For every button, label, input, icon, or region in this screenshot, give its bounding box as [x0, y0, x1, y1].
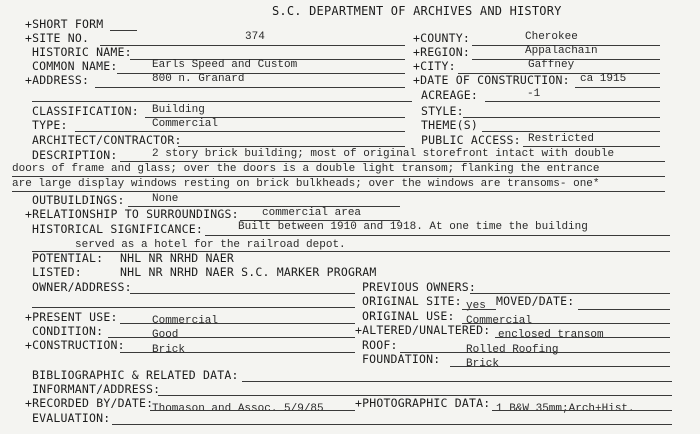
relationship-label: +RELATIONSHIP TO SURROUNDINGS: [25, 207, 239, 221]
altered-value: enclosed transom [498, 329, 604, 341]
recorded-by-label: +RECORDED BY/DATE: [25, 396, 154, 410]
region-value: Appalachain [525, 45, 598, 57]
photographic-data-line [492, 410, 672, 411]
historical-significance-label: HISTORICAL SIGNIFICANCE: [32, 222, 203, 236]
description-rule-3 [12, 191, 665, 192]
description-rule-1 [120, 161, 665, 162]
public-access-line [523, 146, 660, 147]
condition-label: CONDITION: [32, 324, 104, 338]
evaluation-line [112, 424, 672, 425]
potential-label: POTENTIAL: [32, 251, 104, 265]
page-title: S.C. DEPARTMENT OF ARCHIVES AND HISTORY [272, 4, 562, 18]
short-form-field[interactable] [110, 30, 137, 31]
foundation-label: FOUNDATION: [362, 352, 441, 366]
outbuildings-value: None [152, 193, 179, 205]
recorded-by-line [150, 410, 355, 411]
foundation-line [450, 366, 670, 367]
construction-value: Brick [152, 344, 186, 356]
date-construction-line [575, 87, 660, 88]
evaluation-label: EVALUATION: [32, 411, 111, 425]
site-no-line [100, 45, 405, 46]
present-use-label: +PRESENT USE: [25, 310, 118, 324]
original-site-value: yes [466, 300, 486, 312]
site-no-label: +SITE NO. [25, 31, 90, 45]
moved-date-line [578, 309, 670, 310]
address-extra-line [32, 101, 412, 102]
listed-label: LISTED: [32, 265, 82, 279]
significance-line-2: served as a hotel for the railroad depot. [75, 239, 346, 251]
potential-options: NHL NR NRHD NAER [120, 251, 234, 265]
architect-label: ARCHITECT/CONTRACTOR: [32, 133, 182, 147]
photographic-data-label: +PHOTOGRAPHIC DATA: [355, 396, 491, 410]
region-label: +REGION: [413, 45, 470, 59]
informant-label: INFORMANT/ADDRESS: [32, 382, 161, 396]
present-use-value: Commercial [152, 315, 219, 327]
roof-value: Rolled Roofing [466, 344, 559, 356]
themes-line [482, 131, 660, 132]
owner-address-label: OWNER/ADDRESS: [32, 280, 132, 294]
city-label: +CITY: [413, 59, 456, 73]
type-value: Commercial [152, 118, 219, 130]
style-line [463, 117, 660, 118]
common-name-label: COMMON NAME: [32, 59, 118, 73]
owner-address-line [130, 293, 355, 294]
roof-label: ROOF: [362, 338, 398, 352]
description-line-3: are large display windows resting on brick bulkheads; over the windows are transoms- one* [12, 178, 600, 190]
description-line-1: 2 story brick building; most of original storefront intact with double [152, 148, 615, 160]
description-label: DESCRIPTION: [32, 148, 118, 162]
significance-rule-1 [205, 235, 670, 236]
county-value: Cherokee [525, 31, 578, 43]
address-value: 800 n. Granard [152, 73, 245, 85]
description-rule-2 [12, 176, 665, 177]
address-line [95, 87, 405, 88]
classification-value: Building [152, 104, 205, 116]
type-label: TYPE: [32, 118, 68, 132]
condition-line [108, 337, 355, 338]
roof-line [400, 352, 670, 353]
site-no-value: 374 [245, 31, 265, 43]
listed-options: NHL NR NRHD NAER S.C. MARKER PROGRAM [120, 265, 377, 279]
date-construction-label: +DATE OF CONSTRUCTION: [413, 73, 570, 87]
historic-name-label: HISTORIC NAME: [32, 45, 132, 59]
previous-owners-label: PREVIOUS OWNERS: [362, 280, 476, 294]
themes-label: THEME(S) [421, 118, 478, 132]
photographic-data-value: 1 B&W 35mm;Arch+Hist. [496, 403, 635, 415]
owner-address-line-2 [32, 307, 355, 308]
construction-label: +CONSTRUCTION: [25, 338, 125, 352]
public-access-label: PUBLIC ACCESS: [421, 133, 521, 147]
classification-label: CLASSIFICATION: [32, 104, 139, 118]
outbuildings-label: OUTBUILDINGS: [32, 193, 125, 207]
original-site-label: ORIGINAL SITE: [362, 294, 462, 308]
original-use-value: Commercial [466, 315, 533, 327]
acreage-value: -1 [527, 88, 541, 100]
description-line-2: doors of frame and glass; over the doors is a double light transom; flanking the entrance [12, 163, 600, 175]
architect-line [178, 146, 405, 147]
city-value: Gaffney [528, 59, 575, 71]
common-name-value: Earls Speed and Custom [152, 59, 298, 71]
present-use-line [120, 323, 355, 324]
bibliographic-label: BIBLIOGRAPHIC & RELATED DATA: [32, 368, 239, 382]
acreage-label: ACREAGE: [421, 88, 478, 102]
recorded-by-value: Thomason and Assoc. 5/9/85 [152, 403, 324, 415]
altered-label: +ALTERED/UNALTERED: [355, 323, 491, 337]
altered-line [495, 337, 670, 338]
style-label: STYLE: [421, 104, 464, 118]
original-use-line [462, 323, 670, 324]
condition-value: Good [152, 329, 179, 341]
original-site-line [462, 309, 496, 310]
significance-line-1: Built between 1910 and 1918. At one time the building [238, 221, 588, 233]
bibliographic-line [242, 381, 672, 382]
short-form-label: +SHORT FORM [25, 17, 104, 31]
date-construction-value: ca 1915 [580, 73, 627, 85]
acreage-line [485, 101, 660, 102]
relationship-value: commercial area [262, 207, 362, 219]
county-label: +COUNTY: [413, 31, 470, 45]
foundation-value: Brick [466, 358, 500, 370]
public-access-value: Restricted [528, 133, 595, 145]
type-line [75, 131, 405, 132]
original-use-label: ORIGINAL USE: [362, 309, 455, 323]
construction-line [120, 352, 355, 353]
moved-date-label: MOVED/DATE: [496, 294, 575, 308]
address-label: +ADDRESS: [25, 73, 90, 87]
